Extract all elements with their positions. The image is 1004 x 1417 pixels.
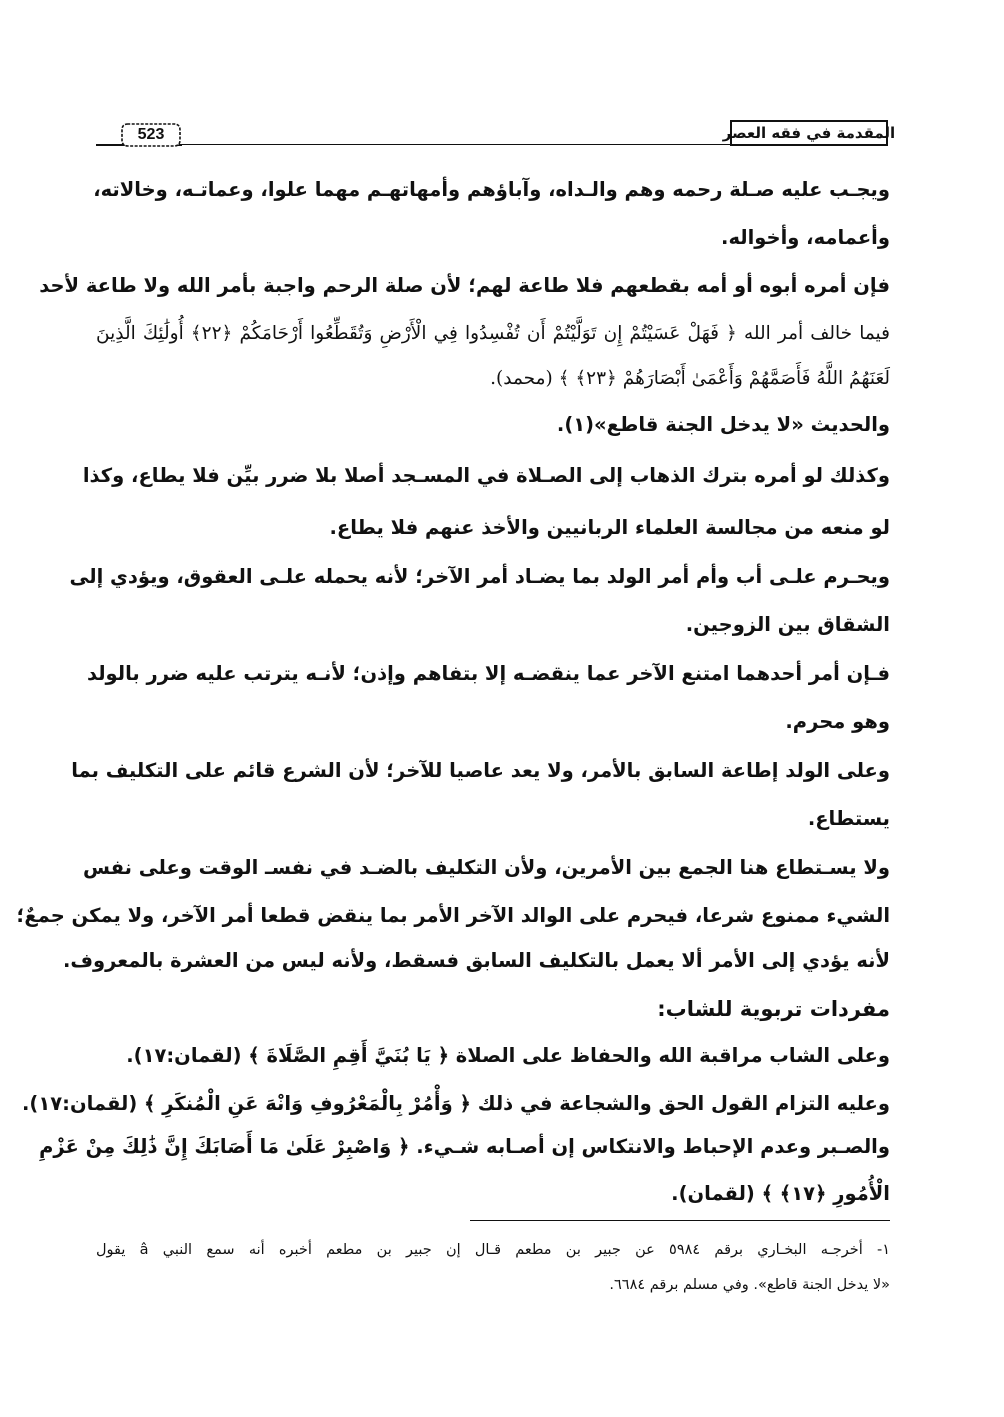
text-line: ولا يسـتطاع هنا الجمع بين الأمرين، ولأن التكليف بالضـد في نفسـ الوقت وعلى نفس [83, 856, 890, 879]
text-line: وهو محرم. [785, 710, 890, 733]
footnote-line: ١- أخرجـه البخـاري برقم ٥٩٨٤ عن جبير بن مطعم قـال إن جبير بن مطعم أخبره أنه سمع النبي â يقول [96, 1242, 890, 1258]
text-line: وعليه التزام القول الحق والشجاعة في ذلك ﴿ وَأْمُرْ بِالْمَعْرُوفِ وَانْهَ عَنِ الْمُنكَرِ ﴾ (لقمان:١٧). [22, 1092, 890, 1115]
footnote-line: «لا يدخل الجنة قاطع». وفي مسلم برقم ٦٦٨٤. [609, 1277, 890, 1293]
text-line: وأعمامه، وأخواله. [721, 226, 890, 249]
text-line: الشقاق بين الزوجين. [685, 613, 890, 636]
text-line: والصـبر وعدم الإحباط والانتكاس إن أصـابه شـيء. ﴿ وَاصْبِرْ عَلَىٰ مَا أَصَابَكَ إِنَّ ذَٰلِكَ مِنْ عَزْمِ [39, 1135, 890, 1158]
text-line: يستطاع. [807, 807, 890, 830]
book-title: المقدمة في فقه العصر [722, 124, 896, 142]
text-line: وعلى الشاب مراقبة الله والحفاظ على الصلاة ﴿ يَا بُنَيَّ أَقِمِ الصَّلَاةَ ﴾ (لقمان:١٧). [126, 1044, 890, 1067]
text-line: لو منعه من مجالسة العلماء الربانيين والأخذ عنهم فلا يطاع. [329, 516, 890, 539]
text-line: وعلى الولد إطاعة السابق بالأمر، ولا يعد عاصيا للآخر؛ لأن الشرع قائم على التكليف بما [71, 759, 890, 782]
text-line: لأنه يؤدي إلى الأمر ألا يعمل بالتكليف السابق فسقط، ولأنه ليس من العشرة بالمعروف. [62, 949, 890, 972]
text-line: والحديث «لا يدخل الجنة قاطع»(١). [556, 413, 890, 436]
text-line: ويجـب عليه صـلة رحمه وهم والـداه، وآباؤهم وأمهاتهـم مهما علوا، وعماتـه، وخالاته، [93, 178, 890, 201]
header-rule-right [182, 144, 730, 145]
text-line: فـإن أمر أحدهما امتنع الآخر عما ينقضـه إلا بتفاهم وإذن؛ لأنـه يترتب عليه ضرر بالولد [86, 662, 890, 685]
text-line: وكذلك لو أمره بترك الذهاب إلى الصـلاة في المسـجد أصلا بلا ضرر بيِّن فلا يطاع، وكذا [82, 464, 890, 487]
text-line: ويحـرم علـى أب وأم أمر الولد بما يضـاد أمر الآخر؛ لأنه يحمله علـى العقوق، ويؤدي إلى [69, 565, 890, 588]
text-line: الْأُمُورِ ﴿١٧﴾ ﴾ (لقمان). [671, 1182, 890, 1205]
quran-line: لَعَنَهُمُ اللَّهُ فَأَصَمَّهُمْ وَأَعْمَىٰ أَبْصَارَهُمْ ﴿٢٣﴾ ﴾ (محمد). [490, 368, 890, 389]
book-title-box [722, 120, 896, 146]
section-heading: مفردات تربوية للشاب: [657, 997, 890, 1021]
page-number: 523 [137, 126, 165, 143]
text-line: فإن أمره أبوه أو أمه بقطعهم فلا طاعة لهم؛ لأن صلة الرحم واجبة بأمر الله ولا طاعة لأحد [39, 274, 890, 297]
page-number-badge [118, 118, 184, 152]
quran-line: فيما خالف أمر الله ﴿ فَهَلْ عَسَيْتُمْ إِن تَوَلَّيْتُمْ أَن تُفْسِدُوا فِي الْأَرْضِ وَتُقَطِّعُوا أَرْحَامَكُمْ ﴿٢٢﴾ أُولَٰئِكَ الَّذِينَ [96, 323, 890, 344]
text-line: الشيء ممنوع شرعا، فيحرم على الوالد الآخر الأمر بما ينقض قطعا أمر الآخر، ولا يمكن جمعٌ؛ [16, 904, 890, 927]
footnote-rule [470, 1220, 890, 1221]
